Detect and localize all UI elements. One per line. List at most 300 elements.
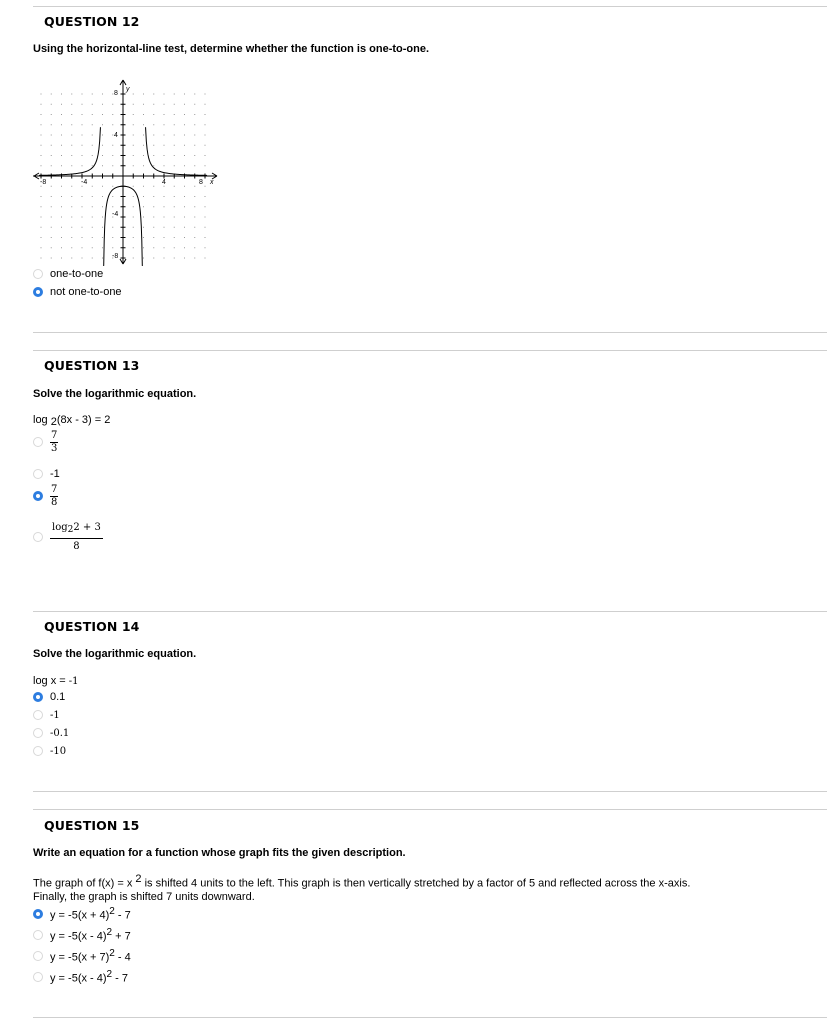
grid-dot xyxy=(71,247,72,248)
numerator: 7 xyxy=(51,429,58,441)
grid-dot xyxy=(153,145,154,146)
grid-dot xyxy=(143,114,144,115)
divider xyxy=(33,350,827,351)
x-tick-label: -4 xyxy=(81,179,88,186)
grid-dot xyxy=(51,186,52,187)
grid-dot xyxy=(71,165,72,166)
grid-dot xyxy=(71,237,72,238)
divider xyxy=(33,332,827,333)
grid-dot xyxy=(51,135,52,136)
grid-dot xyxy=(112,227,113,228)
grid-dot xyxy=(143,135,144,136)
grid-dot xyxy=(61,155,62,156)
grid-dot xyxy=(92,247,93,248)
grid-dot xyxy=(102,196,103,197)
grid-dot xyxy=(51,124,52,125)
grid-dot xyxy=(194,196,195,197)
grid-dot xyxy=(92,258,93,259)
grid-dot xyxy=(194,114,195,115)
grid-dot xyxy=(164,114,165,115)
grid-dot xyxy=(143,258,144,259)
grid-dot xyxy=(82,165,83,166)
q15-option-d[interactable] xyxy=(33,969,128,985)
question-14-prompt: Solve the logarithmic equation. xyxy=(33,648,197,660)
description-text: Finally, the graph is shifted 7 units downward. xyxy=(33,890,255,903)
grid-dot xyxy=(143,165,144,166)
grid-dot xyxy=(102,124,103,125)
y-axis-label: y xyxy=(126,86,130,93)
denominator: 8 xyxy=(51,496,58,508)
numerator: 7 xyxy=(51,483,58,495)
grid-dot xyxy=(205,114,206,115)
grid-dot xyxy=(51,145,52,146)
q13-option-d[interactable] xyxy=(33,522,103,552)
grid-dot xyxy=(82,227,83,228)
grid-dot xyxy=(153,206,154,207)
grid-dot xyxy=(112,155,113,156)
log-base: 2 xyxy=(50,416,57,428)
grid-dot xyxy=(184,258,185,259)
divider xyxy=(33,1017,827,1018)
denominator: 3 xyxy=(51,442,58,454)
grid-dot xyxy=(153,135,154,136)
grid-dot xyxy=(143,206,144,207)
grid-dot xyxy=(174,247,175,248)
q15-option-a[interactable] xyxy=(33,906,131,922)
grid-dot xyxy=(102,165,103,166)
grid-dot xyxy=(174,145,175,146)
option-label: 0.1 xyxy=(50,691,66,703)
grid-dot xyxy=(174,206,175,207)
grid-dot xyxy=(143,94,144,95)
grid-dot xyxy=(82,145,83,146)
grid-dot xyxy=(184,145,185,146)
radio-button[interactable] xyxy=(33,469,43,479)
fraction xyxy=(50,485,58,508)
grid-dot xyxy=(153,155,154,156)
grid-dot xyxy=(71,206,72,207)
grid-dot xyxy=(92,155,93,156)
grid-dot xyxy=(82,206,83,207)
grid-dot xyxy=(205,135,206,136)
option-label: -1 xyxy=(50,709,60,721)
q13-option-b[interactable] xyxy=(33,466,60,482)
grid-dot xyxy=(184,124,185,125)
grid-dot xyxy=(71,217,72,218)
grid-dot xyxy=(164,104,165,105)
grid-dot xyxy=(153,104,154,105)
grid-dot xyxy=(205,155,206,156)
grid-dot xyxy=(133,104,134,105)
grid-dot xyxy=(184,186,185,187)
option-label: -1 xyxy=(50,468,60,480)
radio-button[interactable] xyxy=(33,269,43,279)
denominator: 8 xyxy=(73,540,80,552)
q14-option-c[interactable] xyxy=(33,725,69,741)
grid-dot xyxy=(41,135,42,136)
question-15-prompt: Write an equation for a function whose graph fits the given description. xyxy=(33,847,406,859)
radio-button[interactable] xyxy=(33,746,43,756)
grid-dot xyxy=(92,114,93,115)
grid-dot xyxy=(184,135,185,136)
grid-dot xyxy=(133,155,134,156)
grid-dot xyxy=(184,247,185,248)
function-graph xyxy=(33,76,223,266)
grid-dot xyxy=(143,124,144,125)
option-label xyxy=(50,927,131,943)
q15-option-b[interactable] xyxy=(33,927,131,943)
q13-option-c[interactable] xyxy=(33,484,58,508)
radio-button-selected[interactable] xyxy=(33,692,43,702)
grid-dot xyxy=(102,206,103,207)
grid-dot xyxy=(194,186,195,187)
grid-dot xyxy=(133,135,134,136)
grid-dot xyxy=(82,196,83,197)
grid-dot xyxy=(133,196,134,197)
grid-dot xyxy=(71,227,72,228)
y-tick-label: -4 xyxy=(112,211,119,218)
radio-button[interactable] xyxy=(33,972,43,982)
q14-equation xyxy=(33,675,79,687)
grid-dot xyxy=(71,196,72,197)
grid-dot xyxy=(143,186,144,187)
grid-dot xyxy=(143,155,144,156)
grid-dot xyxy=(102,135,103,136)
question-12-title: QUESTION 12 xyxy=(44,14,140,29)
grid-dot xyxy=(41,206,42,207)
grid-dot xyxy=(51,114,52,115)
grid-dot xyxy=(41,145,42,146)
grid-dot xyxy=(164,165,165,166)
equation-text: + 7 xyxy=(112,930,131,943)
option-label xyxy=(50,906,131,922)
grid-dot xyxy=(205,145,206,146)
grid-dot xyxy=(71,114,72,115)
grid-dot xyxy=(194,258,195,259)
grid-dot xyxy=(61,165,62,166)
grid-dot xyxy=(61,124,62,125)
grid-dot xyxy=(102,145,103,146)
grid-dot xyxy=(174,258,175,259)
q12-option-one-to-one[interactable] xyxy=(33,266,103,282)
exponent: 2 xyxy=(109,906,115,918)
grid-dot xyxy=(112,165,113,166)
grid-dot xyxy=(174,186,175,187)
exponent: 2 xyxy=(135,873,142,885)
question-13-title: QUESTION 13 xyxy=(44,358,140,373)
grid-dot xyxy=(102,237,103,238)
grid-dot xyxy=(51,94,52,95)
grid-dot xyxy=(102,227,103,228)
grid-dot xyxy=(61,114,62,115)
option-label: -10 xyxy=(50,745,67,757)
grid-dot xyxy=(205,206,206,207)
q14-option-d[interactable] xyxy=(33,743,66,759)
grid-dot xyxy=(102,104,103,105)
grid-dot xyxy=(51,196,52,197)
grid-dot xyxy=(194,227,195,228)
grid-dot xyxy=(153,237,154,238)
grid-dot xyxy=(102,217,103,218)
grid-dot xyxy=(174,237,175,238)
grid-dot xyxy=(184,94,185,95)
grid-dot xyxy=(41,124,42,125)
grid-dot xyxy=(41,237,42,238)
grid-dot xyxy=(164,247,165,248)
grid-dot xyxy=(112,114,113,115)
grid-dot xyxy=(174,124,175,125)
grid-dot xyxy=(194,145,195,146)
grid-dot xyxy=(61,94,62,95)
grid-dot xyxy=(143,104,144,105)
grid-dot xyxy=(143,227,144,228)
grid-dot xyxy=(205,217,206,218)
grid-dot xyxy=(194,217,195,218)
grid-dot xyxy=(102,114,103,115)
grid-dot xyxy=(71,135,72,136)
grid-dot xyxy=(174,155,175,156)
grid-dot xyxy=(112,186,113,187)
q13-option-a[interactable] xyxy=(33,430,58,454)
grid-dot xyxy=(92,217,93,218)
grid-dot xyxy=(164,155,165,156)
grid-dot xyxy=(133,217,134,218)
grid-dot xyxy=(153,94,154,95)
grid-dot xyxy=(102,247,103,248)
grid-dot xyxy=(133,114,134,115)
grid-dot xyxy=(82,114,83,115)
grid-dot xyxy=(133,227,134,228)
grid-dot xyxy=(184,217,185,218)
grid-dot xyxy=(102,155,103,156)
grid-dot xyxy=(194,155,195,156)
question-13-prompt: Solve the logarithmic equation. xyxy=(33,388,197,400)
equation-text: - 7 xyxy=(112,972,129,985)
grid-dot xyxy=(133,145,134,146)
grid-dot xyxy=(51,247,52,248)
grid-dot xyxy=(143,145,144,146)
grid-dot xyxy=(153,258,154,259)
grid-dot xyxy=(51,258,52,259)
grid-dot xyxy=(184,196,185,197)
log-text: log xyxy=(33,414,48,426)
grid-dot xyxy=(82,135,83,136)
grid-dot xyxy=(92,186,93,187)
grid-dot xyxy=(184,104,185,105)
grid-dot xyxy=(164,94,165,95)
grid-dot xyxy=(92,124,93,125)
grid-dot xyxy=(82,104,83,105)
divider xyxy=(33,6,827,7)
grid-dot xyxy=(174,165,175,166)
grid-dot xyxy=(164,258,165,259)
grid-dot xyxy=(41,196,42,197)
radio-button-selected[interactable] xyxy=(33,909,43,919)
divider xyxy=(33,809,827,810)
grid-dot xyxy=(143,247,144,248)
grid-dot xyxy=(174,114,175,115)
grid-dot xyxy=(92,227,93,228)
grid-dot xyxy=(194,237,195,238)
grid-dot xyxy=(194,104,195,105)
q12-option-not-one-to-one[interactable] xyxy=(33,284,122,300)
grid-dot xyxy=(112,104,113,105)
fraction-bar xyxy=(50,538,103,539)
grid-dot xyxy=(205,258,206,259)
grid-dot xyxy=(112,247,113,248)
grid-dot xyxy=(71,94,72,95)
y-tick-label: 8 xyxy=(114,90,118,97)
grid-dot xyxy=(61,196,62,197)
grid-dot xyxy=(112,237,113,238)
grid-dot xyxy=(153,114,154,115)
curve-right-branch xyxy=(146,127,208,175)
q15-option-c[interactable] xyxy=(33,948,131,964)
grid-dot xyxy=(112,206,113,207)
option-label xyxy=(50,948,131,964)
grid-dot xyxy=(41,104,42,105)
radio-button-selected[interactable] xyxy=(33,287,43,297)
grid-dot xyxy=(164,206,165,207)
grid-dot xyxy=(184,206,185,207)
log-base: 2 xyxy=(67,524,74,535)
grid-dot xyxy=(184,114,185,115)
description-text: The graph of f(x) = x xyxy=(33,877,136,890)
grid-dot xyxy=(82,237,83,238)
grid-dot xyxy=(133,124,134,125)
grid-dot xyxy=(164,237,165,238)
grid-dot xyxy=(61,206,62,207)
exponent: 2 xyxy=(106,969,113,981)
grid-dot xyxy=(133,186,134,187)
grid-dot xyxy=(133,94,134,95)
exponent: 2 xyxy=(106,927,113,939)
grid-dot xyxy=(51,155,52,156)
equation-text: y = -5(x + 4) xyxy=(50,909,110,922)
grid-dot xyxy=(102,186,103,187)
grid-dot xyxy=(153,227,154,228)
grid-dot xyxy=(184,227,185,228)
option-label: -0.1 xyxy=(50,727,70,739)
grid-dot xyxy=(92,135,93,136)
grid-dot xyxy=(205,124,206,125)
grid-dot xyxy=(133,237,134,238)
grid-dot xyxy=(133,165,134,166)
grid-dot xyxy=(71,155,72,156)
grid-dot xyxy=(41,258,42,259)
grid-dot xyxy=(61,145,62,146)
grid-dot xyxy=(41,217,42,218)
curve-left-branch xyxy=(39,127,100,175)
radio-button[interactable] xyxy=(33,710,43,720)
x-axis-label: x xyxy=(210,179,214,186)
radio-button[interactable] xyxy=(33,532,43,542)
grid-dot xyxy=(82,155,83,156)
grid-dot xyxy=(194,206,195,207)
grid-dot xyxy=(82,217,83,218)
grid-dot xyxy=(153,196,154,197)
grid-dot xyxy=(61,217,62,218)
grid-dot xyxy=(51,237,52,238)
radio-button[interactable] xyxy=(33,951,43,961)
log-argument: (8x - 3) = 2 xyxy=(56,414,111,426)
grid-dot xyxy=(112,124,113,125)
divider xyxy=(33,611,827,612)
grid-dot xyxy=(153,165,154,166)
grid-dot xyxy=(61,247,62,248)
q14-option-a[interactable] xyxy=(33,689,65,705)
fraction xyxy=(50,431,58,454)
grid-dot xyxy=(71,104,72,105)
grid-dot xyxy=(174,217,175,218)
grid-dot xyxy=(112,196,113,197)
divider xyxy=(33,791,827,792)
question-14-title: QUESTION 14 xyxy=(44,619,140,634)
grid-dot xyxy=(174,196,175,197)
grid-dot xyxy=(205,227,206,228)
equation-text: y = -5(x + 7) xyxy=(50,951,110,964)
grid-dot xyxy=(153,217,154,218)
grid-dot xyxy=(41,165,42,166)
grid-dot xyxy=(174,94,175,95)
option-label: one-to-one xyxy=(50,268,104,280)
q14-option-b[interactable] xyxy=(33,707,60,723)
q15-description xyxy=(33,873,813,904)
grid-dot xyxy=(164,124,165,125)
grid-dot xyxy=(51,206,52,207)
grid-dot xyxy=(51,104,52,105)
radio-button[interactable] xyxy=(33,437,43,447)
grid-dot xyxy=(205,247,206,248)
radio-button[interactable] xyxy=(33,930,43,940)
grid-dot xyxy=(92,206,93,207)
radio-button-selected[interactable] xyxy=(33,491,43,501)
grid-dot xyxy=(164,217,165,218)
fraction xyxy=(50,523,103,552)
x-tick-label: 4 xyxy=(162,179,166,186)
grid-dot xyxy=(92,165,93,166)
grid-dot xyxy=(41,114,42,115)
radio-button[interactable] xyxy=(33,728,43,738)
grid-dot xyxy=(205,104,206,105)
grid-dot xyxy=(41,247,42,248)
grid-dot xyxy=(164,227,165,228)
grid-dot xyxy=(205,186,206,187)
x-tick-label: 8 xyxy=(199,179,203,186)
grid-dot xyxy=(41,94,42,95)
option-label xyxy=(50,969,128,985)
grid-dot xyxy=(51,165,52,166)
grid-dot xyxy=(71,258,72,259)
grid-dot xyxy=(82,124,83,125)
grid-dot xyxy=(92,104,93,105)
grid-dot xyxy=(61,227,62,228)
numerator-rest: 2 + 3 xyxy=(73,521,101,533)
equation-lhs: log x = xyxy=(33,675,69,687)
equation-text: - 7 xyxy=(114,909,131,922)
grid-dot xyxy=(153,247,154,248)
grid-dot xyxy=(71,124,72,125)
grid-dot xyxy=(184,237,185,238)
question-15-title: QUESTION 15 xyxy=(44,818,140,833)
grid-dot xyxy=(61,104,62,105)
option-label: not one-to-one xyxy=(50,286,122,298)
grid-dot xyxy=(71,145,72,146)
grid-dot xyxy=(174,104,175,105)
equation-text: - 4 xyxy=(114,951,131,964)
equation-text: y = -5(x - 4) xyxy=(50,972,107,985)
grid-dot xyxy=(194,165,195,166)
